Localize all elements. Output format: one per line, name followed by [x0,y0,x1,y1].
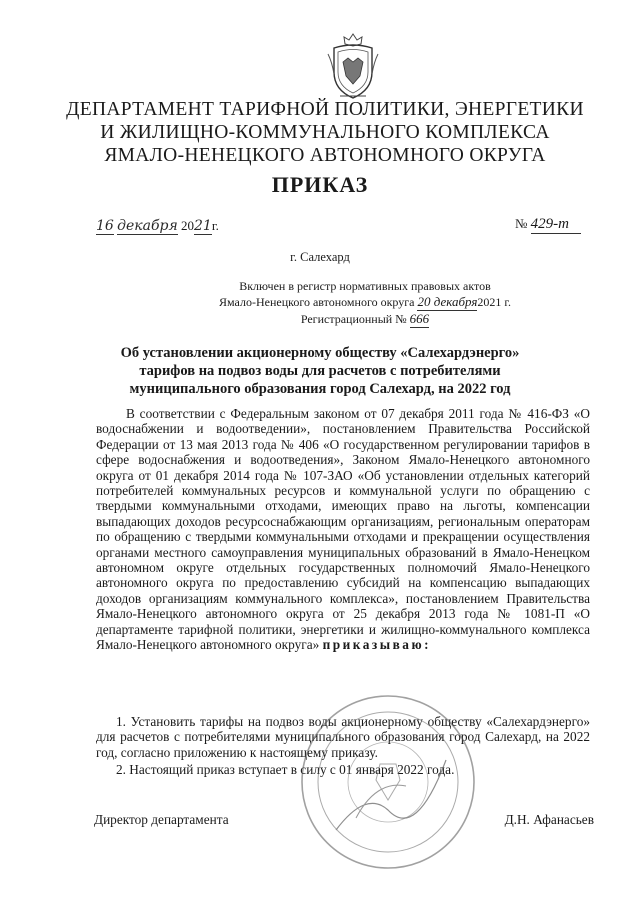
order-date-year-prefix: 20 [180,218,194,233]
order-date [96,218,266,235]
order-subject: Об установлении акционерному обществу «Салехардэнерго» тарифов на подвоз воды для расчетов с потребителями муниципального образования город Салехард, на 2022 год [120,345,520,397]
order-city: г. Салехард [290,250,350,264]
registry-line-2 [200,294,530,311]
registry-line-2-prefix: Ямало-Ненецкого автономного округа [219,295,415,309]
department-line-1: ДЕПАРТАМЕНТ ТАРИФНОЙ ПОЛИТИКИ, ЭНЕРГЕТИКИ [66,99,584,120]
preamble-text: В соответствии с Федеральным законом от 07 декабря 2011 года № 416-ФЗ «О водоснабжении и водоотведении», постановлением Правительства Российской Федерации от 13 мая 2013 года № 406 «О государственном регулировании тарифов в сфере водоснабжения и водоотведения», Законом Ямало-Ненецкого автономного округа от 01 декабря 2014 года № 107-ЗАО «Об установлении отдельных категорий потребителей коммунальных ресурсов и коммунальной услуги по обращению с твердыми коммунальными отходами, имеющих право на льготы, компенсации выпадающих доходов ресурсоснабжающим организациям, региональным операторам по обращению с твердыми коммунальными отходами и прекращении осуществления органами местного самоуправления муниципальных образований в Ямало-Ненецком автономном округе отдельных государственных полномочий Ямало-Ненецкого автономного округа по предоставлению субсидий на компенсацию выпадающих доходов организациям коммунального комплекса», постановлением Правительства Ямало-Ненецкого автономного округа от 25 декабря 2013 года № 1081-П «О департаменте тарифной политики, энергетики и жилищно-коммунального комплекса Ямало-Ненецкого автономного округа» [96,406,590,653]
official-stamp-icon [296,690,480,874]
registry-line-3-prefix: Регистрационный № [300,312,407,326]
order-number [515,216,615,234]
signature-name: Д.Н. Афанасьев [504,812,594,827]
order-item-2: 2. Настоящий приказ вступает в силу с 01 января 2022 года. [116,762,455,777]
preamble-paragraph [96,406,590,653]
order-date-suffix: г. [211,218,219,233]
order-date-day: 16 [96,218,114,234]
registry-line-3 [200,311,530,328]
registry-note [200,278,530,328]
order-word: приказываю: [322,637,432,653]
order-date-year-suffix: 21 [193,218,212,234]
order-number-value: 429-т [531,216,581,234]
registry-line-2-suffix: 2021 г. [477,295,511,309]
signature-position: Директор департамента [94,812,229,827]
registry-number: 666 [409,311,430,326]
registry-line-1: Включен в регистр нормативных правовых актов [239,279,491,293]
order-item-1: 1. Установить тарифы на подвоз воды акционерному обществу «Салехардэнерго» для расчетов с потребителями муниципального образования город Салехард, на 2022 год, согласно приложению к настоящему приказу. [96,714,590,760]
order-title: ПРИКАЗ [271,172,369,197]
order-date-month: декабря [117,218,178,234]
department-header [60,98,590,167]
department-line-2: И ЖИЛИЩНО-КОММУНАЛЬНОГО КОМПЛЕКСА [100,122,550,143]
coat-of-arms-icon [326,32,380,102]
department-line-3: ЯМАЛО-НЕНЕЦКОГО АВТОНОМНОГО ОКРУГА [104,145,546,166]
order-number-label: № [515,216,528,231]
registry-date: 20 декабря [417,294,478,309]
